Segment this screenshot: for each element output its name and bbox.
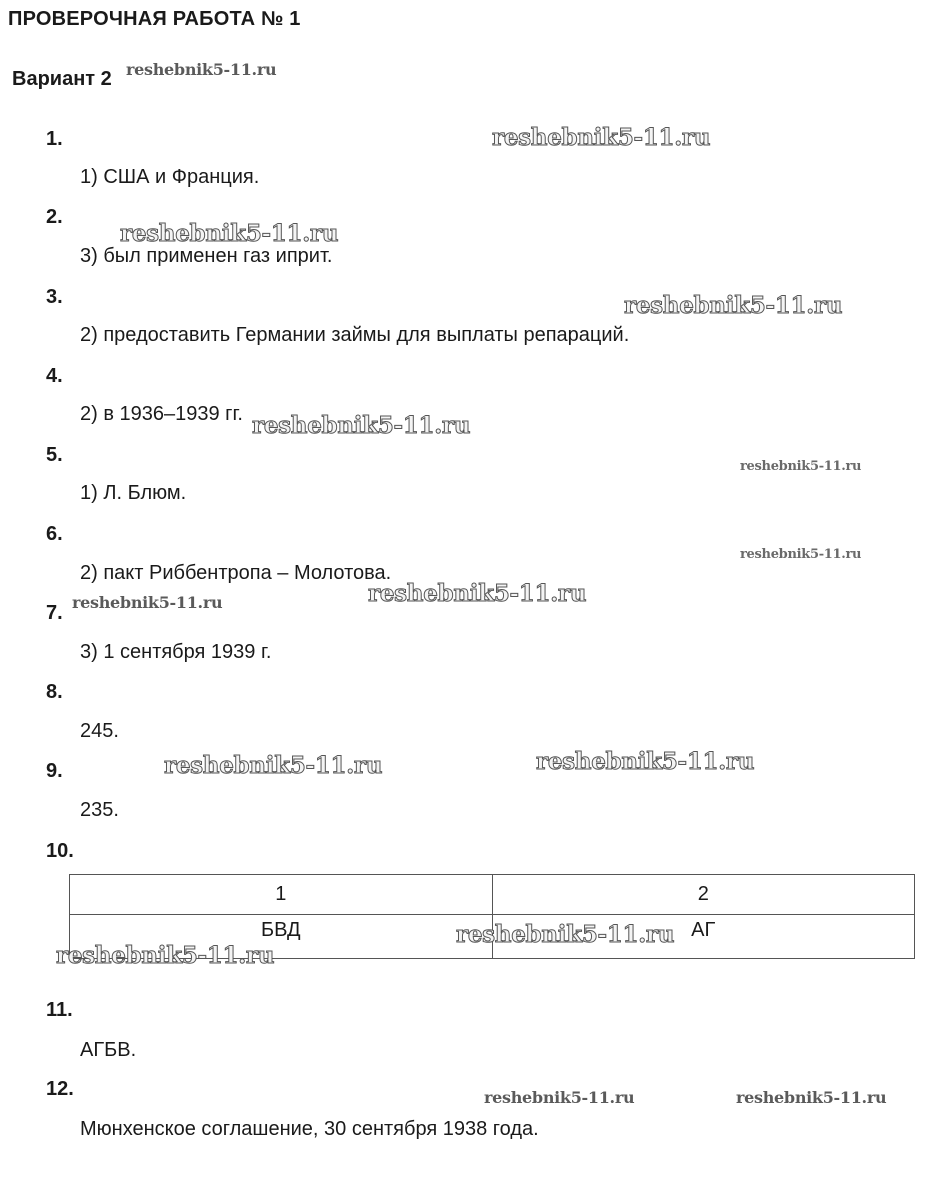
answer-text: 245. (80, 720, 119, 742)
answer-text: 3) 1 сентября 1939 г. (80, 641, 272, 663)
question-number: 10. (46, 840, 74, 862)
answer-text: 2) в 1936–1939 гг. (80, 403, 243, 425)
watermark: reshebnik5-11.ru (492, 124, 711, 151)
question-number: 5. (46, 444, 63, 466)
watermark: reshebnik5-11.ru (252, 412, 471, 439)
watermark: reshebnik5-11.ru (536, 748, 755, 775)
watermark: reshebnik5-11.ru (740, 459, 862, 474)
watermark: reshebnik5-11.ru (484, 1088, 635, 1107)
watermark: reshebnik5-11.ru (126, 60, 277, 79)
answer-text: 2) предоставить Германии займы для выплаты репараций. (80, 324, 630, 346)
question-number: 1. (46, 128, 63, 150)
watermark: reshebnik5-11.ru (164, 752, 383, 779)
question-number: 3. (46, 286, 63, 308)
answer-text: 1) США и Франция. (80, 166, 260, 188)
variant-label: Вариант 2 (12, 68, 112, 90)
question-number: 6. (46, 523, 63, 545)
question-number: 11. (46, 999, 73, 1021)
watermark: reshebnik5-11.ru (740, 547, 862, 562)
question-number: 9. (46, 760, 63, 782)
watermark: reshebnik5-11.ru (56, 942, 275, 969)
answer-text: АГБВ. (80, 1039, 137, 1061)
table-header-row (70, 875, 915, 915)
table-cell: БВД (70, 915, 493, 959)
watermark: reshebnik5-11.ru (624, 292, 843, 319)
answer-text: 235. (80, 799, 119, 821)
table-header-cell: 1 (70, 875, 493, 915)
watermark: reshebnik5-11.ru (456, 921, 675, 948)
table-header-cell: 2 (492, 875, 915, 915)
answer-text: 2) пакт Риббентропа – Молотова. (80, 562, 392, 584)
question-number: 7. (46, 602, 63, 624)
page-title: ПРОВЕРОЧНАЯ РАБОТА № 1 (8, 8, 301, 30)
answer-text: 1) Л. Блюм. (80, 482, 187, 504)
question-number: 4. (46, 365, 63, 387)
answer-text: Мюнхенское соглашение, 30 сентября 1938 года. (80, 1118, 539, 1140)
question-number: 8. (46, 681, 63, 703)
watermark: reshebnik5-11.ru (120, 220, 339, 247)
watermark: reshebnik5-11.ru (736, 1088, 887, 1107)
question-number: 2. (46, 206, 63, 228)
table-cell: АГ (492, 915, 915, 959)
watermark: reshebnik5-11.ru (72, 593, 223, 612)
answer-text: 3) был применен газ иприт. (80, 245, 333, 267)
watermark: reshebnik5-11.ru (368, 580, 587, 607)
question-number: 12. (46, 1078, 74, 1100)
